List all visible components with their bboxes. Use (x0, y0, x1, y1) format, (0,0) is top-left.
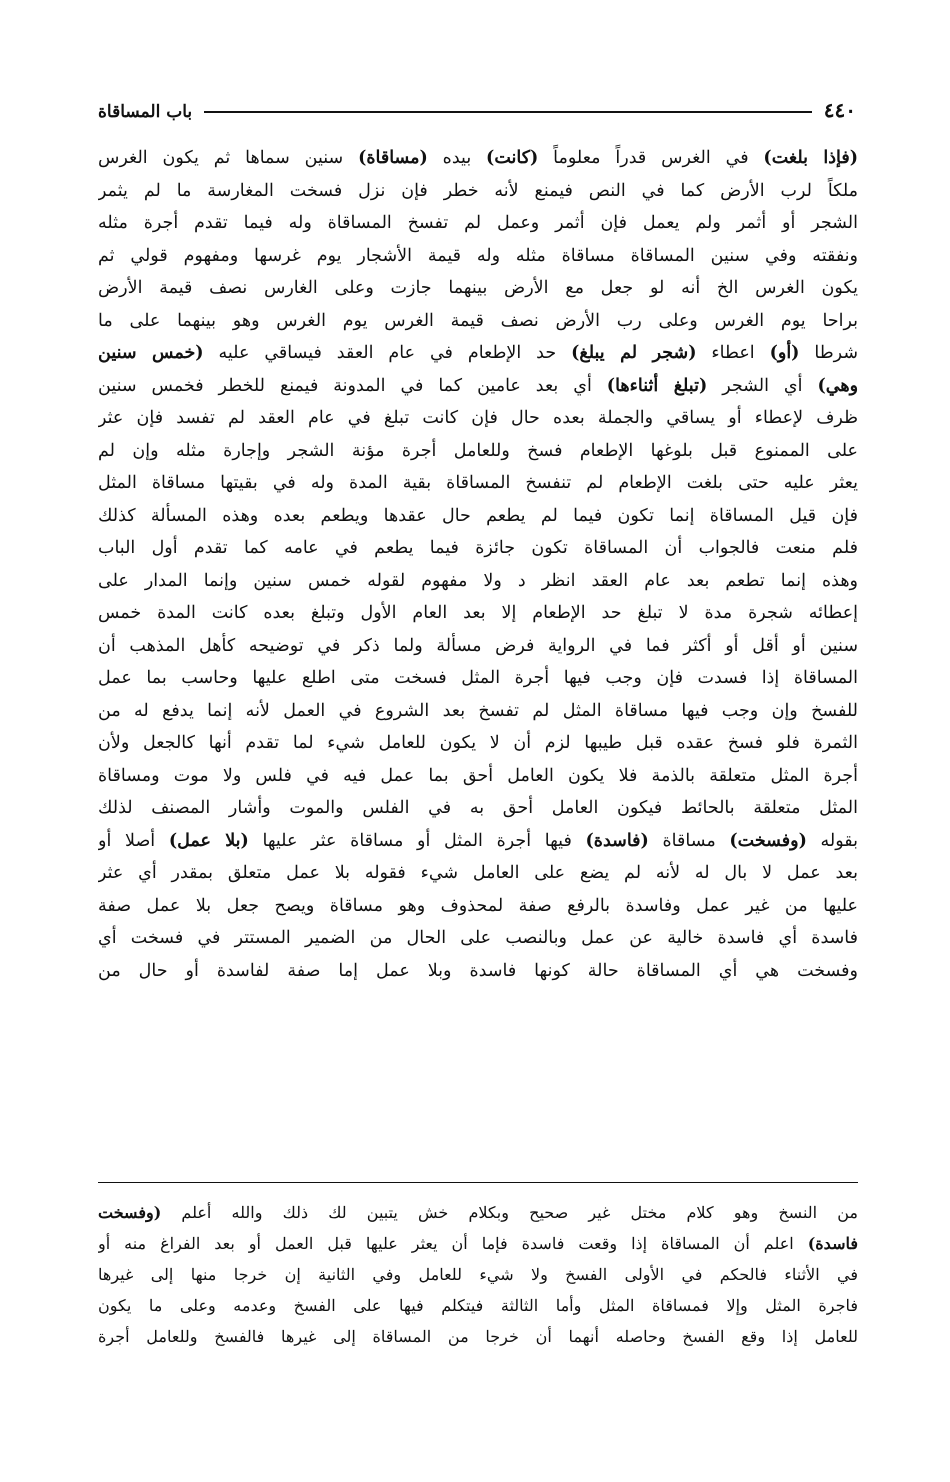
text-run: إعطائه شجرة مدة لا تبلغ حد الإطعام إلا بعد العام الأول وتبلغ بعده كانت المدة خمس (98, 603, 858, 623)
text-line (98, 662, 858, 695)
text-line (98, 500, 858, 533)
text-line (98, 175, 858, 208)
footnotes (98, 1197, 858, 1352)
bold-term: (وفسخت (98, 1203, 162, 1222)
text-run: أي بعد عامين كما في المدونة فيمنع للخطر فخمس سنين (98, 375, 607, 396)
text-run: فلم منعت فالجواب أن المساقاة تكون جائزة فيما يطعم في عامه كما تقدم أول الباب (98, 538, 858, 558)
bold-term: (وفسخت) (729, 830, 807, 851)
text-line (98, 305, 858, 338)
footnote-line (98, 1290, 858, 1321)
text-run: فاجرة المثل وإلا فمساقاة المثل وأما الثالثة فيتكلم فيها على الفسخ وعدمه وعلى ما يكون (98, 1296, 858, 1315)
text-run: على الممنوع قبل بلوغها الإطعام فسخ وللعامل أجرة مؤنة الشجر وإجارة مثله وإن لم (98, 440, 858, 461)
text-run: أي الشجر (707, 375, 818, 396)
footnote-line (98, 1321, 858, 1352)
text-run: من النسخ وهو كلام مختل غير صحيح وبكلام خش يتبين لك ذلك والله أعلم (161, 1203, 858, 1222)
text-run: وفسخت هي أي المساقاة حالة كونها فاسدة وبلا عمل إما صفة لفاسدة أو حال من (98, 960, 858, 981)
text-run: فيها أجرة المثل أو مساقاة عثر عليها (248, 830, 586, 851)
text-run: مساقاة (648, 830, 730, 851)
bold-term: (أو) (769, 343, 800, 363)
text-run: ونفقته وفي سنين المساقاة مساقاة مثله وله قيمة الأشجار يوم غرسها ومفهوم قولي ثم (98, 245, 858, 266)
bold-term: وهي) (817, 375, 858, 396)
page (98, 88, 858, 987)
footnote-line (98, 1228, 858, 1259)
text-line (98, 532, 858, 565)
text-line (98, 370, 858, 403)
text-line (98, 467, 858, 500)
main-text (98, 142, 858, 987)
footnote-line (98, 1197, 858, 1228)
bold-term: (تبلغ أثناءها) (606, 375, 708, 396)
bold-term: (مساقاة) (358, 148, 428, 168)
bold-term: فاسدة) (807, 1234, 858, 1253)
text-run: للعامل إذا وقع الفسخ وحاصله أنهما أن خرجا من المساقاة إلى غيرها فالفسخ وللعامل أجرة (98, 1327, 858, 1346)
text-run: اعلم أن المساقاة إذا وقعت فاسدة فإما أن يعثر عليها قبل العمل أو بعد الفراغ منه أو (98, 1234, 808, 1253)
bold-term: (خمس سنين (98, 343, 204, 363)
footnote-divider (98, 1182, 858, 1183)
page-number: ٤٤٠ (823, 98, 856, 122)
text-run: الثمرة فلو فسخ عقده قبل طيبها لزم أن لا يكون للعامل شيء لما تقدم أنها كالجعل ولأن (98, 733, 858, 753)
text-run: في الغرس قدراً معلوماً (538, 148, 764, 168)
bold-term: (فإذا بلغت) (763, 148, 858, 168)
bold-term: (كانت) (486, 148, 539, 168)
text-run: في الأثناء فالحكم في الأولى الفسخ ولا شيء للعامل وفي الثانية إن خرجا منها إلى غيرها (98, 1265, 858, 1284)
text-line (98, 142, 858, 175)
text-run: حد الإطعام في عام العقد فيساقي عليه (203, 343, 572, 363)
text-run: اعطاء (696, 343, 770, 363)
text-line (98, 435, 858, 468)
text-line (98, 337, 858, 370)
text-line (98, 630, 858, 663)
text-run: وهذه إنما تطعم بعد عام العقد انظر د ولا مفهوم لقوله خمس سنين وإنما المدار على (98, 570, 858, 591)
bold-term: (بلا عمل) (168, 830, 249, 851)
text-run: براحا يوم الغرس وعلى رب الأرض نصف قيمة الغرس يوم الغرس وهو بينهما على ما (98, 310, 858, 331)
text-run: الشجر أو أثمر ولم يعمل فإن أثمر وعمل لم تفسخ المساقاة وله فيما تقدم أجرة مثله (98, 213, 858, 233)
text-line (98, 402, 858, 435)
text-line (98, 760, 858, 793)
text-line (98, 240, 858, 273)
text-line (98, 890, 858, 923)
text-run: المساقاة إذا فسدت فإن وجب فيها أجرة المثل فسخت متى اطلع عليها وحاسب بما عمل (98, 668, 858, 688)
text-run: فاسدة أي فاسدة خالية عن عمل وبالنصب على الحال من الضمير المستتر في فسخت أي (98, 928, 858, 948)
text-run: بقوله (806, 830, 858, 851)
text-line (98, 825, 858, 858)
text-run: للفسخ وإن وجب فيها مساقاة المثل لم تفسخ بعد الشروع في العمل لأنه إنما يدفع له من (98, 700, 858, 721)
text-run: بعد عمل لا بال له لأنه لم يضع على العامل شيء فقوله بلا عمل متعلق بمقدر أي عثر (98, 863, 858, 883)
text-run: أجرة المثل متعلقة بالذمة فلا يكون العامل أحق بما عمل فيه في فلس ولا موت ومساقاة (98, 765, 858, 786)
text-run: بيده (427, 148, 487, 168)
text-run: يعثر عليه حتى بلغت الإطعام لم تنفسخ المساقاة بقية المدة وله في بقيتها مساقاة المثل (98, 473, 858, 493)
bold-term: (فاسدة) (585, 830, 649, 851)
running-header (98, 88, 858, 122)
header-rule (204, 111, 812, 113)
text-line (98, 922, 858, 955)
text-line (98, 207, 858, 240)
text-run: أصلا أو (98, 830, 169, 851)
text-run: سنين أو أقل أو أكثر فما في الرواية فرض مسألة ولما ذكر في توضيحه كأهل المذهب أن (98, 635, 858, 656)
text-run: ظرف لإعطاء أو يساقي والجملة بعده حال فإن كانت تبلغ في عام العقد لم تفسد فإن عثر (98, 408, 858, 428)
bold-term: (شجر لم يبلغ) (571, 343, 697, 363)
chapter-title: باب المساقاة (98, 102, 193, 122)
text-line (98, 695, 858, 728)
text-line (98, 597, 858, 630)
text-run: المثل متعلقة بالحائط فيكون العامل أحق به في الفلس والموت وأشار المصنف لذلك (98, 798, 858, 818)
text-run: شرطا (799, 343, 858, 363)
text-run: سنين سماها ثم يكون الغرس (98, 148, 359, 168)
text-line (98, 727, 858, 760)
text-run: فإن قيل المساقاة إنما تكون فيما لم يطعم حال عقدها ويطعم بعده وهذه المسألة كذلك (98, 505, 858, 526)
text-line (98, 857, 858, 890)
footnote-line (98, 1259, 858, 1290)
text-run: عليها من غير عمل وفاسدة بالرفع صفة لمحذوف وهو مساقاة ويصح جعل بلا عمل صفة (98, 895, 858, 916)
text-line (98, 955, 858, 988)
text-line (98, 272, 858, 305)
text-run: ملكاً لرب الأرض كما في النص فيمنع لأنه خطر فإن نزل فسخت المغارسة ما لم يثمر (98, 180, 858, 201)
text-line (98, 565, 858, 598)
text-run: يكون الغرس الخ أنه لو جعل مع الأرض بينهما جازت وعلى الغارس نصف قيمة الأرض (98, 278, 858, 298)
text-line (98, 792, 858, 825)
